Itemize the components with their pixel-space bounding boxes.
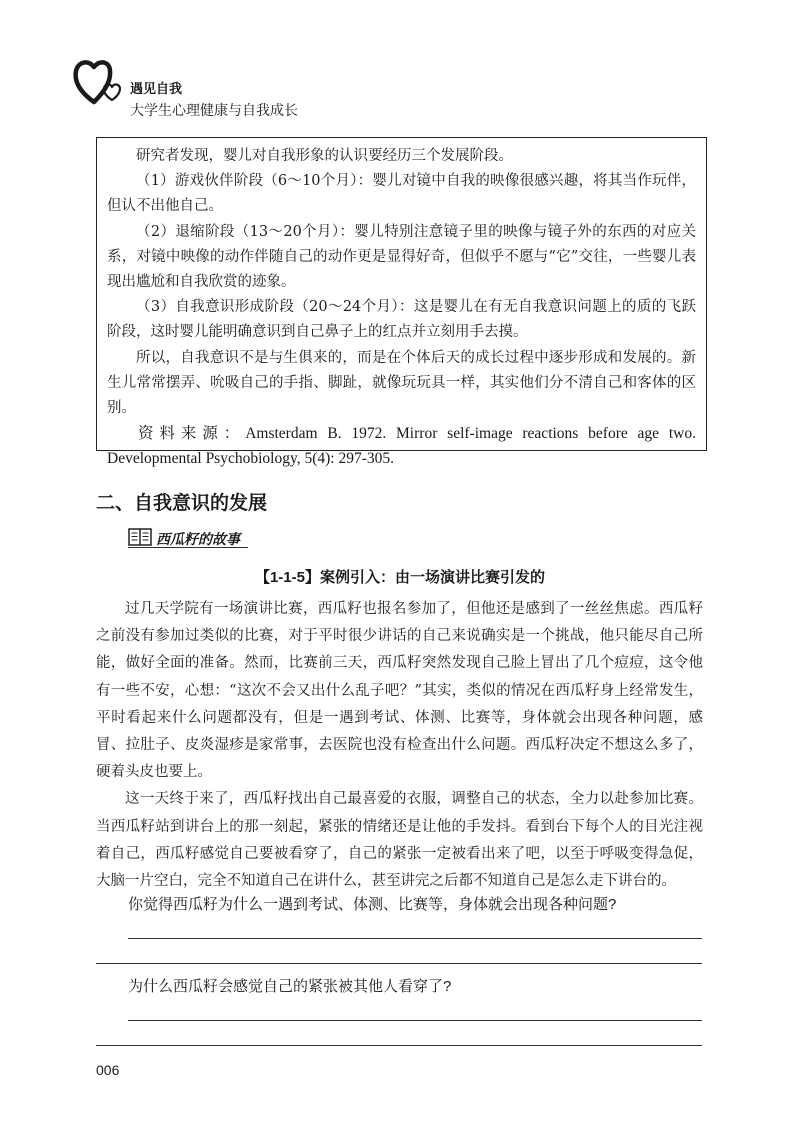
case-title-text: 案例引入：由一场演讲比赛引发的 — [320, 569, 546, 586]
story-paragraph: 过几天学院有一场演讲比赛，西瓜籽也报名参加了，但他还是感到了一丝丝焦虑。西瓜籽之前没有参加过类似的比赛，对于平时很少讲话的自己来说确实是一个挑战，他只能尽自己所能，做好全面的准备。然而，比赛前三天，西瓜籽突然发现自己脸上冒出了几个痘痘，这令他有一些不安，心想：“这次不会又出什么乱子吧？”其实，类似的情况在西瓜籽身上经常发生，平时看起来什么问题都没有，但是一遇到考试、体测、比赛等，身体就会出现各种问题，感冒、拉肚子、皮炎湿疹是家常事，去医院也没有检查出什么问题。西瓜籽决定不想这么多了，硬着头皮也要上。 — [96, 601, 703, 781]
answer-line — [96, 963, 702, 964]
answer-line — [96, 1045, 702, 1046]
book-brand: 遇见自我 — [130, 82, 183, 97]
story-label-text: 西瓜籽的故事 — [156, 532, 240, 548]
running-header — [72, 56, 332, 116]
box-paragraph: （3）自我意识形成阶段（20～24个月）：这是婴儿在有无自我意识问题上的质的飞跃阶段，这时婴儿能明确意识到自己鼻子上的红点并立刻用手去摸。 — [107, 299, 696, 341]
case-code: 【1-1-5】 — [254, 569, 320, 586]
box-paragraph: （2）退缩阶段（13～20个月）：婴儿特别注意镜子里的映像与镜子外的东西的对应关系，对镜中映像的动作伴随自己的动作更是显得好奇，但似乎不愿与“它”交往，一些婴儿表现出尴尬和自我欣赏的迹象。 — [107, 223, 696, 291]
open-book-icon — [128, 528, 152, 546]
section-title: 二、自我意识的发展 — [96, 493, 268, 514]
box-source: 资料来源：Amsterdam B. 1972. Mirror self-image reactions before age two. Developmental Psychobiology, 5(4): 297-305. — [107, 425, 696, 468]
case-title — [0, 566, 800, 587]
story-text — [96, 596, 703, 895]
question-2: 为什么西瓜籽会感觉自己的紧张被其他人看穿了? — [128, 978, 452, 995]
answer-line — [128, 938, 702, 939]
book-subtitle: 大学生心理健康与自我成长 — [130, 102, 298, 118]
question-1: 你觉得西瓜籽为什么一遇到考试、体测、比赛等，身体就会出现各种问题? — [128, 896, 617, 913]
box-paragraph: （1）游戏伙伴阶段（6～10个月）：婴儿对镜中自我的映像很感兴趣，将其当作玩伴，但认不出他自己。 — [107, 173, 696, 215]
story-paragraph: 这一天终于来了，西瓜籽找出自己最喜爱的衣服，调整自己的状态，全力以赴参加比赛。当西瓜籽站到讲台上的那一刻起，紧张的情绪还是让他的手发抖。看到台下每个人的目光注视着自己，西瓜籽感觉自己要被看穿了，自己的紧张一定被看出来了吧，以至于呼吸变得急促，大脑一片空白，完全不知道自己在讲什么，甚至讲完之后都不知道自己是怎么走下讲台的。 — [96, 791, 703, 890]
story-label-underline — [128, 547, 248, 548]
box-paragraph: 所以，自我意识不是与生俱来的，而是在个体后天的成长过程中逐步形成和发展的。新生儿常常摆弄、吮吸自己的手指、脚趾，就像玩玩具一样，其实他们分不清自己和客体的区别。 — [107, 349, 696, 417]
answer-line — [128, 1020, 702, 1021]
research-box — [96, 137, 707, 468]
double-heart-logo-icon — [72, 56, 128, 108]
box-paragraph: 研究者发现，婴儿对自我形象的认识要经历三个发展阶段。 — [136, 148, 513, 164]
page-number: 006 — [96, 1062, 120, 1078]
